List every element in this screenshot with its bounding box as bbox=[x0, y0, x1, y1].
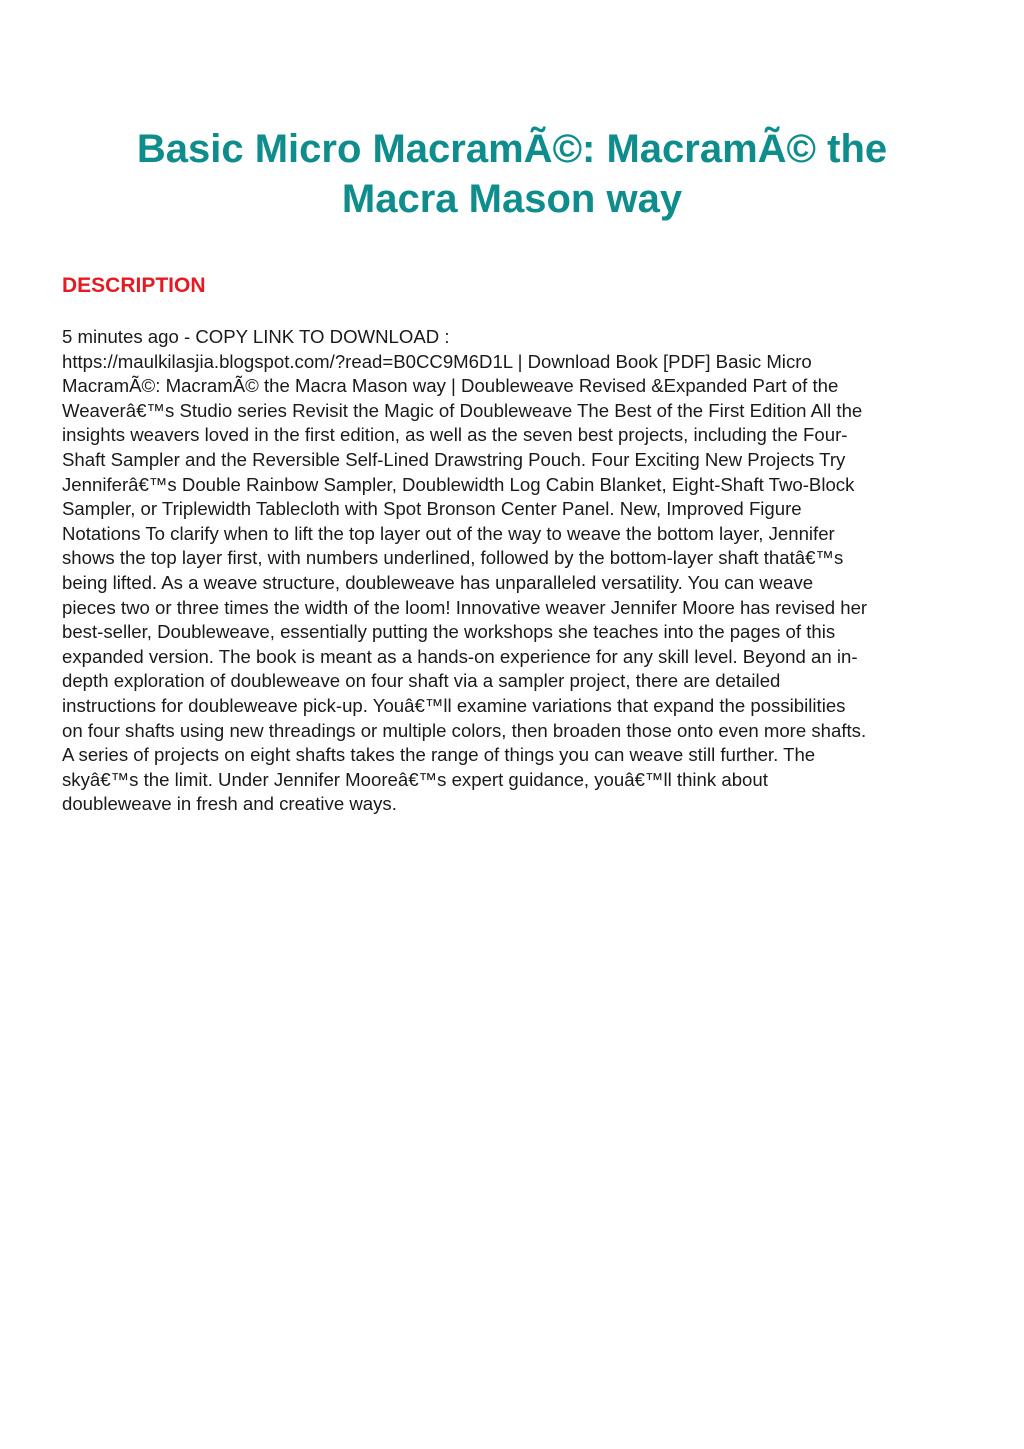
title-line-1: Basic Micro MacramÃ©: MacramÃ© the bbox=[136, 127, 888, 171]
description-line: https://maulkilasjia.blogspot.com/?read=B0CC9M6D1L | Download Book [PDF] Basic Micro bbox=[62, 350, 812, 372]
description-line: on four shafts using new threadings or multiple colors, then broaden those onto even more shafts. bbox=[62, 719, 867, 741]
description-body bbox=[62, 325, 962, 817]
description-line: pieces two or three times the width of the loom! Innovative weaver Jennifer Moore has revised her bbox=[62, 596, 868, 618]
description-line: shows the top layer first, with numbers underlined, followed by the bottom-layer shaft thatâ€™s bbox=[62, 547, 844, 569]
description-line: Weaverâ€™s Studio series Revisit the Magic of Doubleweave The Best of the First Edition All the bbox=[62, 399, 863, 421]
section-heading-description: DESCRIPTION bbox=[62, 274, 206, 297]
description-line: doubleweave in fresh and creative ways. bbox=[62, 793, 397, 815]
description-line: A series of projects on eight shafts takes the range of things you can weave still further. The bbox=[62, 744, 816, 766]
description-line: Notations To clarify when to lift the top layer out of the way to weave the bottom layer, Jennifer bbox=[62, 522, 835, 544]
description-line: Shaft Sampler and the Reversible Self-Lined Drawstring Pouch. Four Exciting New Projects Try bbox=[62, 448, 846, 470]
description-line: MacramÃ©: MacramÃ© the Macra Mason way | Doubleweave Revised &Expanded Part of the bbox=[62, 375, 839, 397]
description-line: instructions for doubleweave pick-up. Youâ€™ll examine variations that expand the possibilities bbox=[62, 694, 846, 716]
description-line: insights weavers loved in the first edition, as well as the seven best projects, including the Four- bbox=[62, 424, 848, 446]
description-line: skyâ€™s the limit. Under Jennifer Mooreâ€™s expert guidance, youâ€™ll think about bbox=[62, 768, 768, 790]
description-line: depth exploration of doubleweave on four shaft via a sampler project, there are detailed bbox=[62, 670, 781, 692]
description-line: Jenniferâ€™s Double Rainbow Sampler, Doublewidth Log Cabin Blanket, Eight-Shaft Two-Block bbox=[62, 473, 855, 495]
description-line: expanded version. The book is meant as a hands-on experience for any skill level. Beyond an in- bbox=[62, 645, 858, 667]
description-line: best-seller, Doubleweave, essentially putting the workshops she teaches into the pages of this bbox=[62, 621, 836, 643]
title-line-2: Macra Mason way bbox=[341, 177, 683, 221]
description-line: 5 minutes ago - COPY LINK TO DOWNLOAD : bbox=[62, 326, 450, 347]
document-title bbox=[62, 124, 962, 224]
description-line: being lifted. As a weave structure, doubleweave has unparalleled versatility. You can weave bbox=[62, 571, 814, 593]
description-line: Sampler, or Triplewidth Tablecloth with Spot Bronson Center Panel. New, Improved Figure bbox=[62, 498, 802, 520]
